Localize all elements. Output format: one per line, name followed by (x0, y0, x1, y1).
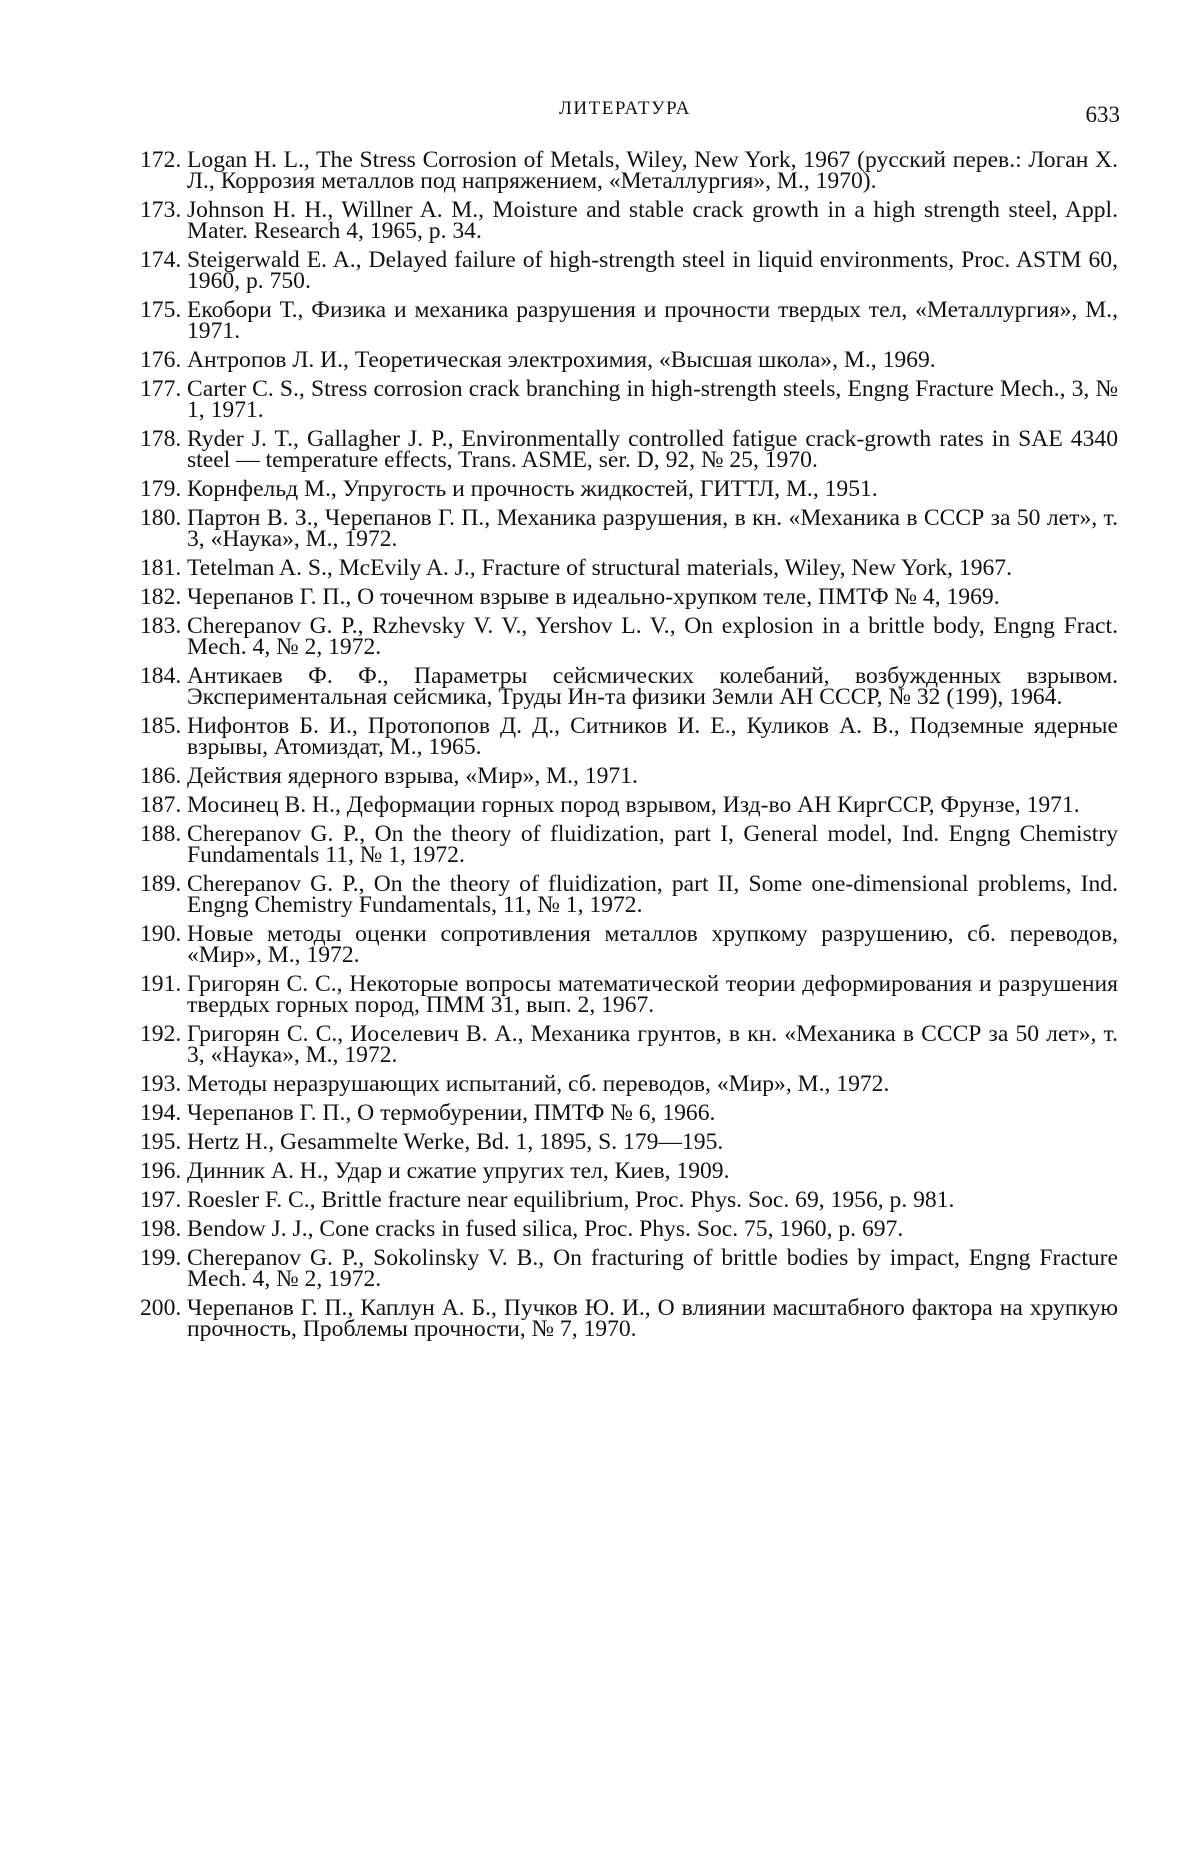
running-header (130, 92, 1120, 132)
running-title: ЛИТЕРАТУРА (559, 98, 691, 119)
reference-text: Roesler F. C., Brittle fracture near equilibrium, Proc. Phys. Soc. 69, 1956, p. 981. (187, 1187, 955, 1213)
reference-number: 195. (140, 1129, 182, 1155)
reference-text: Carter C. S., Stress corrosion crack branching in high-strength steels, Engng Fracture Mech., 3, № 1, 1971. (187, 376, 1118, 423)
reference-number: 183. (140, 613, 182, 639)
reference-number: 198. (140, 1216, 182, 1242)
reference-item (140, 1187, 1118, 1213)
reference-item (140, 871, 1118, 918)
reference-text: Новые методы оценки сопротивления металлов хрупкому разрушению, сб. переводов, «Мир», М., 1972. (187, 921, 1118, 968)
reference-number: 197. (140, 1187, 182, 1213)
reference-item (140, 821, 1118, 868)
reference-text: Logan H. L., The Stress Corrosion of Metals, Wiley, New York, 1967 (русский перев.: Логан Х. Л., Коррозия металлов под напряжением, «Металлургия», М., 1970). (187, 147, 1118, 194)
reference-text: Hertz H., Gesammelte Werke, Bd. 1, 1895, S. 179—195. (187, 1129, 724, 1155)
reference-text: Действия ядерного взрыва, «Мир», М., 1971. (187, 763, 638, 789)
reference-number: 185. (140, 713, 182, 739)
reference-number: 193. (140, 1071, 182, 1097)
reference-item (140, 921, 1118, 968)
reference-number: 182. (140, 584, 182, 610)
reference-number: 200. (140, 1295, 182, 1321)
reference-item (140, 1071, 1118, 1097)
reference-item (140, 1100, 1118, 1126)
reference-item (140, 476, 1118, 502)
reference-text: Cherepanov G. P., On the theory of fluidization, part II, Some one-dimensional problems, Ind. Engng Chemistry Fundamentals, 11, № 1, 1972. (187, 871, 1118, 918)
reference-number: 177. (140, 376, 182, 402)
reference-item (140, 763, 1118, 789)
reference-text: Екобори Т., Физика и механика разрушения и прочности твердых тел, «Металлургия», М., 1971. (187, 297, 1118, 344)
reference-item (140, 584, 1118, 610)
reference-item (140, 1295, 1118, 1342)
reference-text: Черепанов Г. П., О точечном взрыве в идеально-хрупком теле, ПМТФ № 4, 1969. (187, 584, 1000, 610)
reference-number: 199. (140, 1245, 182, 1271)
reference-number: 191. (140, 971, 182, 997)
reference-text: Мосинец В. Н., Деформации горных пород взрывом, Изд-во АН КиргССР, Фрунзе, 1971. (187, 792, 1080, 818)
reference-item (140, 1158, 1118, 1184)
reference-text: Партон В. З., Черепанов Г. П., Механика разрушения, в кн. «Механика в СССР за 50 лет», т. 3, «Наука», М., 1972. (187, 505, 1118, 552)
reference-item (140, 247, 1118, 294)
reference-text: Cherepanov G. P., On the theory of fluidization, part I, General model, Ind. Engng Chemistry Fundamentals 11, № 1, 1972. (187, 821, 1118, 868)
reference-item (140, 555, 1118, 581)
reference-text: Корнфельд М., Упругость и прочность жидкостей, ГИТТЛ, М., 1951. (187, 476, 878, 502)
reference-item (140, 1216, 1118, 1242)
reference-number: 173. (140, 197, 182, 223)
reference-item (140, 347, 1118, 373)
reference-item (140, 505, 1118, 552)
reference-number: 192. (140, 1021, 182, 1047)
reference-number: 178. (140, 426, 182, 452)
reference-text: Григорян С. С., Некоторые вопросы математической теории деформирования и разрушения твердых горных пород, ПММ 31, вып. 2, 1967. (187, 971, 1118, 1018)
reference-number: 190. (140, 921, 182, 947)
reference-text: Черепанов Г. П., Каплун А. Б., Пучков Ю. И., О влиянии масштабного фактора на хрупкую прочность, Проблемы прочности, № 7, 1970. (187, 1295, 1118, 1342)
reference-number: 174. (140, 247, 182, 273)
reference-number: 189. (140, 871, 182, 897)
reference-item (140, 297, 1118, 344)
reference-item (140, 1245, 1118, 1292)
reference-number: 172. (140, 147, 182, 173)
reference-text: Методы неразрушающих испытаний, сб. переводов, «Мир», М., 1972. (187, 1071, 890, 1097)
reference-item (140, 792, 1118, 818)
reference-text: Григорян С. С., Иоселевич В. А., Механика грунтов, в кн. «Механика в СССР за 50 лет», т. 3, «Наука», М., 1972. (187, 1021, 1118, 1068)
reference-text: Антикаев Ф. Ф., Параметры сейсмических колебаний, возбужденных взрывом. Экспериментальная сейсмика, Труды Ин-та физики Земли АН СССР, № 32 (199), 1964. (187, 663, 1118, 710)
reference-text: Нифонтов Б. И., Протопопов Д. Д., Ситников И. Е., Куликов А. В., Подземные ядерные взрывы, Атомиздат, М., 1965. (187, 713, 1118, 760)
reference-number: 194. (140, 1100, 182, 1126)
reference-item (140, 426, 1118, 473)
reference-number: 187. (140, 792, 182, 818)
reference-text: Антропов Л. И., Теоретическая электрохимия, «Высшая школа», М., 1969. (187, 347, 936, 373)
reference-number: 180. (140, 505, 182, 531)
reference-number: 179. (140, 476, 182, 502)
reference-text: Steigerwald E. A., Delayed failure of high-strength steel in liquid environments, Proc. ASTM 60, 1960, p. 750. (187, 247, 1118, 294)
reference-item (140, 197, 1118, 244)
reference-text: Johnson H. H., Willner A. M., Moisture and stable crack growth in a high strength steel, Appl. Mater. Research 4, 1965, p. 34. (187, 197, 1118, 244)
reference-text: Tetelman A. S., McEvily A. J., Fracture of structural materials, Wiley, New York, 1967. (187, 555, 1013, 581)
reference-text: Динник А. Н., Удар и сжатие упругих тел, Киев, 1909. (187, 1158, 730, 1184)
reference-text: Ryder J. T., Gallagher J. P., Environmentally controlled fatigue crack-growth rates in SAE 4340 steel — temperature effects, Trans. ASME, ser. D, 92, № 25, 1970. (187, 426, 1118, 473)
reference-number: 186. (140, 763, 182, 789)
reference-item (140, 1021, 1118, 1068)
page-number: 633 (1085, 102, 1120, 127)
reference-item (140, 613, 1118, 660)
reference-item (140, 663, 1118, 710)
reference-item (140, 971, 1118, 1018)
reference-text: Cherepanov G. P., Rzhevsky V. V., Yershov L. V., On explosion in a brittle body, Engng Fract. Mech. 4, № 2, 1972. (187, 613, 1118, 660)
reference-number: 176. (140, 347, 182, 373)
reference-text: Cherepanov G. P., Sokolinsky V. B., On fracturing of brittle bodies by impact, Engng Fracture Mech. 4, № 2, 1972. (187, 1245, 1118, 1292)
reference-list (140, 147, 1118, 1348)
reference-text: Черепанов Г. П., О термобурении, ПМТФ № 6, 1966. (187, 1100, 716, 1126)
reference-text: Bendow J. J., Cone cracks in fused silica, Proc. Phys. Soc. 75, 1960, p. 697. (187, 1216, 904, 1242)
reference-item (140, 376, 1118, 423)
reference-number: 181. (140, 555, 182, 581)
reference-number: 184. (140, 663, 182, 689)
reference-number: 196. (140, 1158, 182, 1184)
reference-item (140, 147, 1118, 194)
reference-item (140, 713, 1118, 760)
reference-number: 188. (140, 821, 182, 847)
reference-item (140, 1129, 1118, 1155)
reference-number: 175. (140, 297, 182, 323)
